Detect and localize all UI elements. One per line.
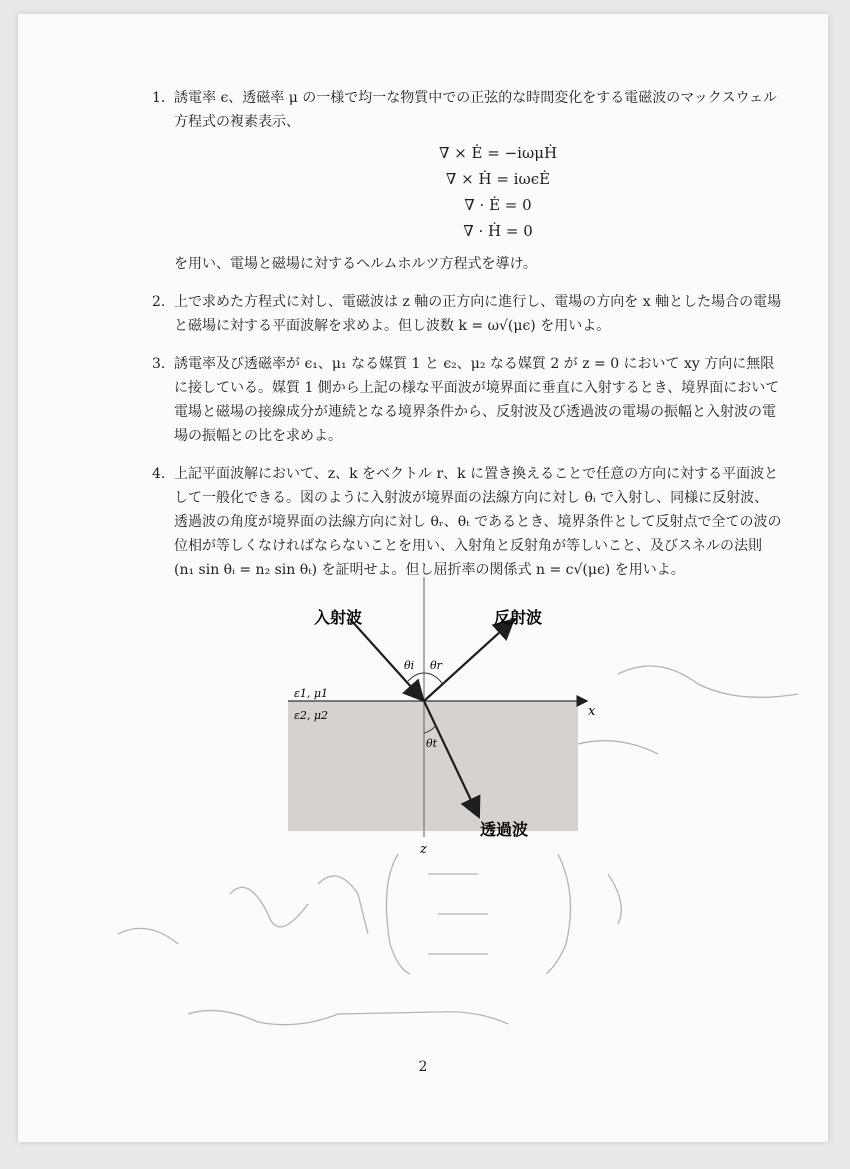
pencil-scribbles [18,14,828,1142]
problem-number: 4. [152,466,166,482]
x-axis-label: x [588,704,596,719]
equation: ∇ × Ė = −iωμḢ [438,144,558,162]
exam-sheet [18,14,828,1142]
theta-t-label: θt [426,737,438,750]
equation: ∇ · Ė = 0 [464,196,532,214]
theta-i-label: θi [404,659,415,672]
problem-text: 誘電率 ϵ、透磁率 μ の一様で均一な物質中での正弦的な時間変化をする電磁波のマックスウェル方程式の複素表示、 [174,90,778,130]
incident-wave-label: 入射波 [314,608,363,627]
medium-2-label: ε2, μ2 [294,709,329,722]
problem-number: 1. [152,90,166,106]
problem-text: 誘電率及び透磁率が ϵ₁、μ₁ なる媒質 1 と ϵ₂、μ₂ なる媒質 2 が z = 0 において xy 方向に無限に接している。媒質 1 側から上記の様な平面波が境界面に垂直に入射するとき、境界面において電場と磁場の接線成分が連続となる境界条件から、反射波及び透過波の電場の振幅と入射波の電場の振幅との比を求めよ。 [174,356,780,444]
reflected-wave-label: 反射波 [494,608,543,627]
problem-number: 3. [152,356,166,372]
page-number: 2 [418,1059,428,1075]
equation: ∇ × Ḣ = iωϵĖ [445,170,551,188]
problem-text: 上で求めた方程式に対し、電磁波は z 軸の正方向に進行し、電場の方向を x 軸とした場合の電場と磁場に対する平面波解を求めよ。但し波数 k = ω√(μϵ) を用いよ。 [174,294,782,334]
medium-1-label: ε1, μ1 [294,687,329,700]
problem-number: 2. [152,294,166,310]
problem-text-tail: を用い、電場と磁場に対するヘルムホルツ方程式を導け。 [174,256,537,272]
transmitted-wave-label: 透過波 [480,820,529,839]
problem-text: 上記平面波解において、z、k をベクトル r、k に置き換えることで任意の方向に対する平面波として一般化できる。図のように入射波が境界面の法線方向に対し θᵢ で入射し、同様に反射波、透過波の角度が境界面の法線方向に対し θᵣ、θₜ であるとき、境界条件として反射点で全ての波の位相が等しくなければならないことを用い、入射角と反射角が等しいこと、及びスネルの法則 (n₁ sin θᵢ = n₂ sin θₜ) を証明せよ。但し屈折率の関係式 n = c√(μϵ) を用いよ。 [174,466,782,578]
equation: ∇ · Ḣ = 0 [463,222,533,240]
z-axis-label: z [420,842,427,857]
theta-r-label: θr [430,659,442,672]
